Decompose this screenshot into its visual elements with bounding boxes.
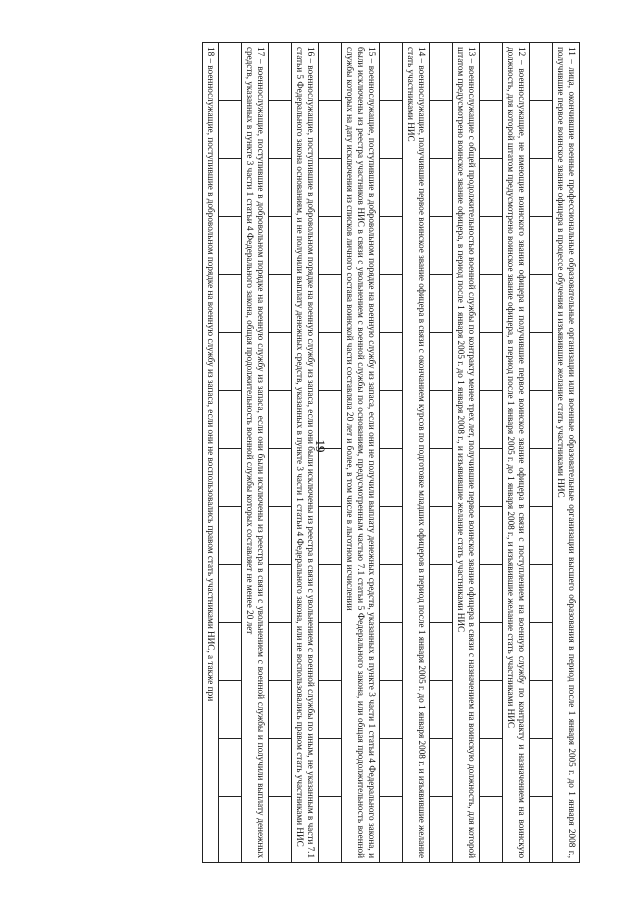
empty-cell xyxy=(430,101,453,159)
empty-cell xyxy=(319,739,342,797)
empty-cell xyxy=(530,797,553,863)
category-row-12 xyxy=(503,43,530,863)
empty-cell xyxy=(530,507,553,565)
empty-cell xyxy=(269,217,292,275)
empty-cell xyxy=(430,507,453,565)
empty-cell xyxy=(430,681,453,739)
empty-cell xyxy=(380,101,403,159)
empty-cell xyxy=(219,333,242,391)
empty-cell xyxy=(530,681,553,739)
empty-cell xyxy=(430,43,453,101)
empty-cell xyxy=(319,275,342,333)
empty-cell xyxy=(480,565,503,623)
empty-cell xyxy=(269,565,292,623)
category-text: 16 – военнослужащие, поступившие в добровольном порядке на военную службу из запаса, если они были исключены из реестра в связи с увольнением с военной службы по иным, не указанным в части 7.1 статьи 5 Федерального закона основаниям, и не получили выплату денежных средств, указанных в пункте 3 части 1 статьи 4 Федерального закона, или не воспользовались правом стать участниками НИС xyxy=(292,43,319,863)
empty-cell xyxy=(480,43,503,101)
empty-cell xyxy=(430,739,453,797)
empty-cell xyxy=(530,159,553,217)
empty-cell xyxy=(219,681,242,739)
empty-cell xyxy=(430,275,453,333)
empty-cells-row xyxy=(480,43,503,863)
category-text: 12 – военнослужащие, не имеющие воинского звания офицера и получившие первое воинское звание офицера в связи с поступлением на военную службу по контракту и назначением на воинскую должность, для которой штатом предусмотрено воинское звание офицера, в период после 1 января 2005 г. до 1 января 2008 г., и изъявившие желание стать участниками НИС xyxy=(503,43,530,863)
empty-cell xyxy=(380,43,403,101)
empty-cell xyxy=(430,797,453,863)
empty-cell xyxy=(380,623,403,681)
empty-cell xyxy=(269,797,292,863)
rotated-form-table xyxy=(60,42,580,862)
category-text: 17 – военнослужащие, поступившие в добровольном порядке на военную службу из запаса, если они были исключены из реестра в связи с увольнением с военной службы и получили выплату денежных средств, указанных в пункте 3 части 1 статьи 4 Федерального закона, общая продолжительность военной службы которых составляет не менее 20 лет xyxy=(242,43,269,863)
empty-cell xyxy=(530,449,553,507)
empty-cells-row xyxy=(380,43,403,863)
empty-cell xyxy=(219,43,242,101)
empty-cell xyxy=(530,333,553,391)
empty-cells-row xyxy=(219,43,242,863)
empty-cell xyxy=(380,565,403,623)
empty-cell xyxy=(530,43,553,101)
empty-cell xyxy=(430,623,453,681)
empty-cell xyxy=(219,101,242,159)
empty-cell xyxy=(430,449,453,507)
empty-cells-row xyxy=(269,43,292,863)
empty-cell xyxy=(480,159,503,217)
empty-cell xyxy=(269,101,292,159)
empty-cell xyxy=(319,159,342,217)
empty-cell xyxy=(380,217,403,275)
empty-cell xyxy=(480,391,503,449)
empty-cell xyxy=(269,681,292,739)
empty-cell xyxy=(380,159,403,217)
empty-cell xyxy=(480,275,503,333)
empty-cell xyxy=(219,565,242,623)
empty-cell xyxy=(269,275,292,333)
category-row-13 xyxy=(453,43,480,863)
category-text: 13 – военнослужащие с общей продолжительностью военной службы по контракту менее трех лет, получившие первое воинское звание офицера в связи с назначением на воинскую должность, для которой штатом предусмотрено воинское звание офицера, в период после 1 января 2005 г. до 1 января 2008 г., и изъявившие желание стать участниками НИС xyxy=(453,43,480,863)
empty-cell xyxy=(219,391,242,449)
empty-cell xyxy=(219,275,242,333)
empty-cell xyxy=(530,391,553,449)
empty-cell xyxy=(480,449,503,507)
empty-cell xyxy=(319,391,342,449)
empty-cell xyxy=(430,333,453,391)
empty-cell xyxy=(269,507,292,565)
empty-cell xyxy=(269,43,292,101)
empty-cell xyxy=(380,507,403,565)
empty-cell xyxy=(480,333,503,391)
empty-cell xyxy=(480,623,503,681)
empty-cell xyxy=(530,101,553,159)
empty-cell xyxy=(530,217,553,275)
empty-cell xyxy=(530,275,553,333)
empty-cell xyxy=(380,449,403,507)
empty-cell xyxy=(480,739,503,797)
empty-cell xyxy=(480,101,503,159)
data-table xyxy=(202,42,580,863)
empty-cells-row xyxy=(530,43,553,863)
category-row-18 xyxy=(203,43,219,863)
empty-cell xyxy=(219,449,242,507)
category-text: 14 – военнослужащие, получившие первое воинское звание офицера в связи с окончанием курсов по подготовке младших офицеров в период после 1 января 2005 г. до 1 января 2008 г. и изъявившие желание стать участниками НИС xyxy=(403,43,430,863)
category-text: 18 – военнослужащие, поступившие в добровольном порядке на военную службу из запаса, если они не воспользовались правом стать участниками НИС, а также при xyxy=(203,43,219,863)
empty-cell xyxy=(269,159,292,217)
empty-cell xyxy=(319,43,342,101)
category-text: 15 – военнослужащие, поступившие в добровольном порядке на военную службу из запаса, если они не получили выплату денежных средств, указанных в пункте 3 части 1 статьи 4 Федерального закона, и были исключены из реестра участников НИС в связи с увольнением с военной службы по основаниям, предусмотренным частью 7.1 статьи 5 Федерального закона, или общая продолжительность военной службы которых на дату исключения из списков личного состава воинской части составляла 20 лет и более, в том числе в льготном исчислении xyxy=(342,43,380,863)
empty-cell xyxy=(480,681,503,739)
empty-cell xyxy=(480,507,503,565)
empty-cell xyxy=(430,391,453,449)
category-text: 11 – лица, окончившие военные профессиональные образовательные организации или военные образовательные организации высшего образования в период после 1 января 2005 г. до 1 января 2008 г., получившие первое воинское звание офицера в процессе обучения и изъявившие желание стать участниками НИС xyxy=(553,43,580,863)
empty-cell xyxy=(380,333,403,391)
empty-cell xyxy=(319,681,342,739)
category-row-11 xyxy=(553,43,580,863)
empty-cell xyxy=(319,449,342,507)
empty-cell xyxy=(319,565,342,623)
empty-cell xyxy=(219,217,242,275)
empty-cell xyxy=(480,217,503,275)
empty-cell xyxy=(530,565,553,623)
empty-cell xyxy=(269,391,292,449)
empty-cell xyxy=(269,449,292,507)
empty-cell xyxy=(219,623,242,681)
empty-cell xyxy=(430,159,453,217)
empty-cell xyxy=(319,101,342,159)
category-row-15 xyxy=(342,43,380,863)
empty-cell xyxy=(480,797,503,863)
empty-cell xyxy=(380,275,403,333)
category-row-17 xyxy=(242,43,269,863)
empty-cells-row xyxy=(319,43,342,863)
empty-cell xyxy=(269,739,292,797)
empty-cell xyxy=(269,333,292,391)
empty-cell xyxy=(219,739,242,797)
empty-cell xyxy=(219,159,242,217)
empty-cell xyxy=(530,739,553,797)
empty-cells-row xyxy=(430,43,453,863)
empty-cell xyxy=(380,739,403,797)
empty-cell xyxy=(380,681,403,739)
empty-cell xyxy=(319,797,342,863)
empty-cell xyxy=(380,391,403,449)
empty-cell xyxy=(380,797,403,863)
page-number: 19 xyxy=(313,439,328,453)
category-row-14 xyxy=(403,43,430,863)
empty-cell xyxy=(219,507,242,565)
empty-cell xyxy=(319,217,342,275)
empty-cell xyxy=(269,623,292,681)
empty-cell xyxy=(319,623,342,681)
empty-cell xyxy=(430,217,453,275)
empty-cell xyxy=(430,565,453,623)
empty-cell xyxy=(219,797,242,863)
category-row-16 xyxy=(292,43,319,863)
empty-cell xyxy=(319,333,342,391)
empty-cell xyxy=(319,507,342,565)
empty-cell xyxy=(530,623,553,681)
